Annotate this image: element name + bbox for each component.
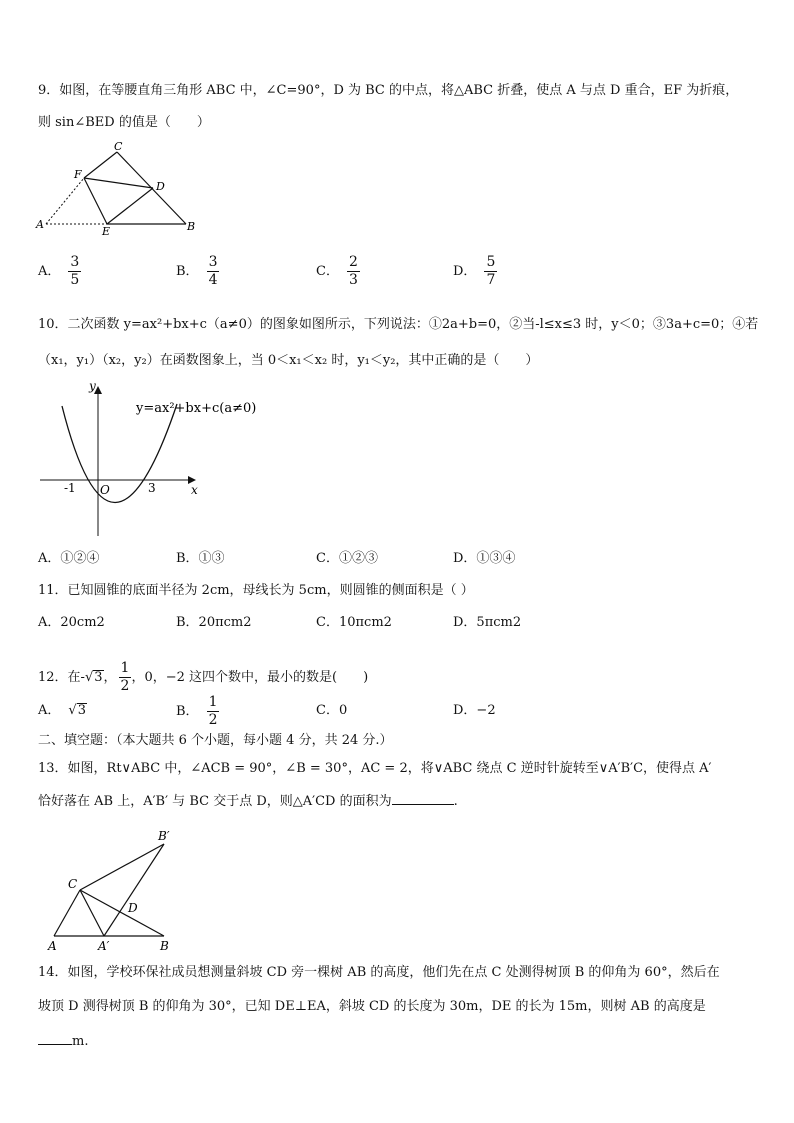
q9-option-a[interactable] [38,254,81,289]
q12-option-a-letter: A． [38,703,61,718]
q11-option-c[interactable]: C．10πcm2 [316,615,392,630]
q11-option-b[interactable]: B．20πcm2 [176,615,252,630]
q9-option-c[interactable] [316,254,360,289]
q12-option-a-sqrt-arg: 3 [77,703,86,718]
q14-text-line1: 14．如图，学校环保社成员想测量斜坡 CD 旁一棵树 AB 的高度，他们先在点 C 处测得树顶 B 的仰角为 60°，然后在 [38,965,720,980]
q9-label-b: B [187,220,196,233]
q9-text-line1: 9．如图，在等腰直角三角形 ABC 中，∠C=90°，D 为 BC 的中点，将△ABC 折叠，使点 A 与点 D 重合，EF 为折痕， [38,83,739,98]
q12-text-pre: 12．在- [38,670,85,685]
q14-answer-blank[interactable] [38,1030,72,1045]
q10-option-c[interactable]: C．①②③ [316,551,378,566]
q12-text-line1 [38,660,368,695]
q12-option-a-sqrt-sign: √ [68,703,77,718]
q10-text-line1: 10．二次函数 y=ax²+bx+c（a≠0）的图象如图所示，下列说法：①2a+b=0，②当-l≤x≤3 时，y＜0；③3a+c=0；④若 [38,317,759,332]
q13-label-b-prime: B′ [158,829,170,843]
q9-option-b[interactable] [176,254,219,289]
q12-option-c[interactable]: C．0 [316,703,348,718]
q10-y-axis-label: y [89,379,96,393]
q12-text-mid: ， [103,670,117,685]
q9-label-c: C [114,140,123,153]
q11-option-d[interactable]: D．5πcm2 [453,615,522,630]
q12-option-d[interactable]: D．−2 [453,703,496,718]
q12-sqrt-arg: 3 [94,670,103,685]
q13-label-c: C [68,877,78,891]
q9-option-d-fraction: $\frac{5}{7}$ [486,254,496,288]
q13-label-a: A [48,939,57,953]
q13-label-d: D [128,901,138,915]
q13-answer-blank[interactable] [392,790,454,805]
q14-text-line3-post: m. [72,1034,89,1049]
q12-sqrt-sign: √ [84,670,94,685]
q12-option-b-letter: B． [176,704,199,719]
q13-text-line2-pre: 恰好落在 AB 上，A′B′ 与 BC 交于点 D，则△A′CD 的面积为 [38,794,392,809]
q12-text-post: ，0，−2 这四个数中，最小的数是( ) [131,670,369,685]
q14-text-line3 [38,1030,88,1051]
q9-option-d[interactable] [453,254,497,289]
q10-text-line2: （x₁，y₁）（x₂，y₂）在函数图象上，当 0＜x₁＜x₂ 时，y₁＜y₂，其中正确的是（ ） [38,353,539,368]
q9-label-e: E [102,225,111,236]
q10-x-axis-label: x [191,483,198,497]
q10-option-b[interactable]: B．①③ [176,551,225,566]
q9-label-a: A [36,218,44,231]
q13-figure [42,826,192,956]
q9-figure [34,140,204,236]
q13-text-line1: 13．如图，Rt∨ABC 中，∠ACB = 90°，∠B = 30°，AC = 2，将∨ABC 绕点 C 逆时针旋转至∨A′B′C，使得点 A′ [38,761,712,776]
q9-option-c-fraction: $\frac{2}{3}$ [348,254,358,288]
q10-option-a[interactable]: A．①②④ [38,551,100,566]
q12-fraction: $\frac{1}{2}$ [120,660,130,694]
q13-label-a-prime: A′ [98,939,110,953]
q9-option-b-fraction: $\frac{3}{4}$ [208,254,218,288]
q10-graph [36,376,256,542]
q13-text-line2-post: . [453,794,458,809]
q9-option-d-letter: D． [453,264,477,279]
q9-option-c-letter: C． [316,264,339,279]
q10-tick-neg1: -1 [64,481,76,495]
section2-heading: 二、填空题：（本大题共 6 个小题，每小题 4 分，共 24 分.） [38,733,393,748]
q9-option-a-letter: A． [38,264,61,279]
q12-option-b-fraction: $\frac{1}{2}$ [208,694,218,728]
q9-label-d: D [156,180,165,193]
q10-option-d[interactable]: D．①③④ [453,551,516,566]
q11-text-line1: 11．已知圆锥的底面半径为 2cm，母线长为 5cm，则圆锥的侧面积是（ ） [38,583,474,598]
q12-option-a[interactable] [38,702,87,720]
q10-equation-label: y=ax²+bx+c(a≠0) [136,401,256,416]
q9-option-a-fraction: $\frac{3}{5}$ [70,254,80,288]
q9-label-f: F [74,168,82,181]
q9-option-b-letter: B． [176,264,199,279]
q13-text-line2 [38,790,458,811]
q9-text-line2: 则 sin∠BED 的值是（ ） [38,115,210,130]
q11-option-a[interactable]: A．20cm2 [38,615,105,630]
q10-tick-3: 3 [148,481,156,495]
q12-option-b[interactable] [176,694,219,729]
q14-text-line2: 坡顶 D 测得树顶 B 的仰角为 30°，已知 DE⊥EA，斜坡 CD 的长度为 30m，DE 的长为 15m，则树 AB 的高度是 [38,999,706,1014]
q10-origin-label: O [100,483,110,497]
q13-label-b: B [160,939,169,953]
